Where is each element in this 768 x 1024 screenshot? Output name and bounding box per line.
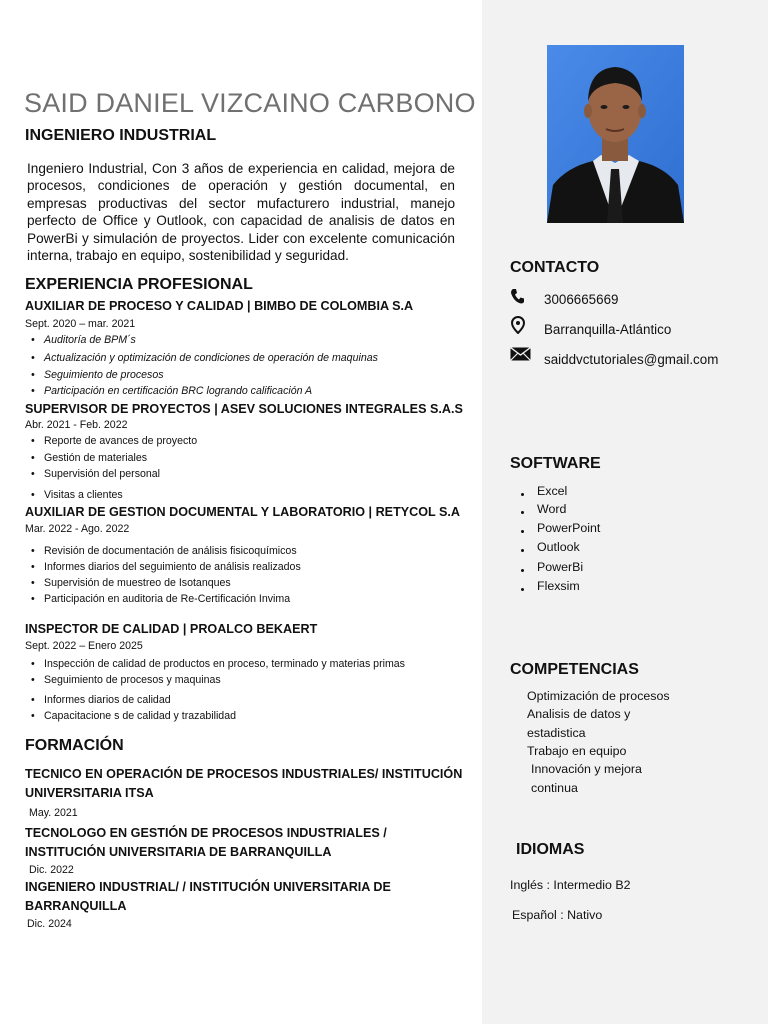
competency-item: Analisis de datos y estadistica — [527, 707, 631, 740]
full-name: SAID DANIEL VIZCAINO CARBONO — [24, 88, 476, 118]
software-item: Excel — [537, 484, 568, 498]
languages-heading: IDIOMAS — [516, 841, 585, 858]
job-title: INSPECTOR DE CALIDAD | PROALCO BEKAERT — [25, 622, 318, 636]
competencies-heading: COMPETENCIAS — [510, 661, 639, 678]
job-bullet: • Auditoría de BPM´s — [44, 334, 136, 346]
job-bullet: • Informes diarios del seguimiento de análisis realizados — [44, 561, 301, 573]
software-item: Word — [537, 502, 567, 516]
contact-location: Barranquilla-Atlántico — [544, 322, 672, 337]
competency-item: Optimización de procesos — [527, 689, 670, 703]
job-dates: Sept. 2020 – mar. 2021 — [25, 318, 136, 330]
education-date: May. 2021 — [29, 807, 78, 819]
education-heading: FORMACIÓN — [25, 737, 124, 754]
job-title: AUXILIAR DE PROCESO Y CALIDAD | BIMBO DE COLOMBIA S.A — [25, 299, 414, 313]
job-bullet: • Capacitacione s de calidad y trazabilidad — [44, 710, 236, 722]
contact-phone: 3006665669 — [544, 292, 619, 307]
software-heading: SOFTWARE — [510, 455, 601, 472]
job-bullet: • Gestión de materiales — [44, 452, 147, 464]
software-item: PowerBi — [537, 560, 584, 574]
software-item: PowerPoint — [537, 521, 601, 535]
location-pin-icon — [511, 316, 525, 334]
job-dates: Mar. 2022 - Ago. 2022 — [25, 523, 130, 535]
job-bullet: • Seguimiento de procesos — [44, 369, 164, 381]
profile-photo — [547, 45, 684, 223]
education-title: TECNICO EN OPERACIÓN DE PROCESOS INDUSTRIALES/ INSTITUCIÓN UNIVERSITARIA ITSA — [25, 767, 463, 800]
software-item: Flexsim — [537, 579, 580, 593]
education-date: Dic. 2022 — [29, 864, 74, 876]
job-bullet: • Supervisión del personal — [44, 468, 160, 480]
job-bullet: • Revisión de documentación de análisis fisicoquímicos — [44, 545, 297, 557]
job-bullet: • Participación en auditoria de Re-Certificación Invima — [44, 593, 290, 605]
software-item: Outlook — [537, 540, 580, 554]
competency-item: Trabajo en equipo — [527, 744, 627, 758]
job-bullet: • Seguimiento de procesos y maquinas — [44, 674, 221, 686]
profile-summary: Ingeniero Industrial, Con 3 años de experiencia en calidad, mejora de procesos, condiciones de operación y gestión documental, en empresas productivas del sector mufacturero industrial, manejo perfecto de Office y Outlook, con capacidad de analisis de datos en PowerBi y simulación de proyectos. Lider con excelente comunicación interna, trabajo en equipo, sostenibilidad y seguridad. — [27, 161, 455, 264]
language-item: Inglés : Intermedio B2 — [510, 878, 631, 892]
job-dates: Abr. 2021 - Feb. 2022 — [25, 419, 128, 431]
job-bullet: • Participación en certificación BRC logrando calificación A — [44, 385, 312, 397]
experience-heading: EXPERIENCIA PROFESIONAL — [25, 276, 253, 293]
phone-icon — [510, 288, 524, 304]
contact-heading: CONTACTO — [510, 259, 600, 276]
education-title: TECNOLOGO EN GESTIÓN DE PROCESOS INDUSTRIALES / INSTITUCIÓN UNIVERSITARIA DE BARRANQUILLA — [25, 826, 387, 859]
job-title: SUPERVISOR DE PROYECTOS | ASEV SOLUCIONES INTEGRALES S.A.S — [25, 402, 463, 416]
job-bullet: • Reporte de avances de proyecto — [44, 435, 197, 447]
language-item: Español : Nativo — [512, 908, 603, 922]
job-title: AUXILIAR DE GESTION DOCUMENTAL Y LABORATORIO | RETYCOL S.A — [25, 505, 461, 519]
job-bullet: • Visitas a clientes — [44, 489, 123, 501]
education-title: INGENIERO INDUSTRIAL/ / INSTITUCIÓN UNIVERSITARIA DE BARRANQUILLA — [25, 880, 391, 913]
competency-item: Innovación y mejora continua — [531, 762, 642, 795]
contact-email[interactable]: saiddvctutoriales@gmail.com — [544, 352, 719, 367]
education-date: Dic. 2024 — [27, 918, 72, 930]
job-bullet: • Inspección de calidad de productos en proceso, terminado y materias primas — [44, 658, 405, 670]
job-bullet: • Supervisión de muestreo de Isotanques — [44, 577, 231, 589]
envelope-icon — [510, 347, 531, 361]
job-dates: Sept. 2022 – Enero 2025 — [25, 640, 143, 652]
job-role: INGENIERO INDUSTRIAL — [25, 127, 217, 144]
job-bullet: • Informes diarios de calidad — [44, 694, 171, 706]
job-bullet: • Actualización y optimización de condiciones de operación de maquinas — [44, 352, 378, 364]
